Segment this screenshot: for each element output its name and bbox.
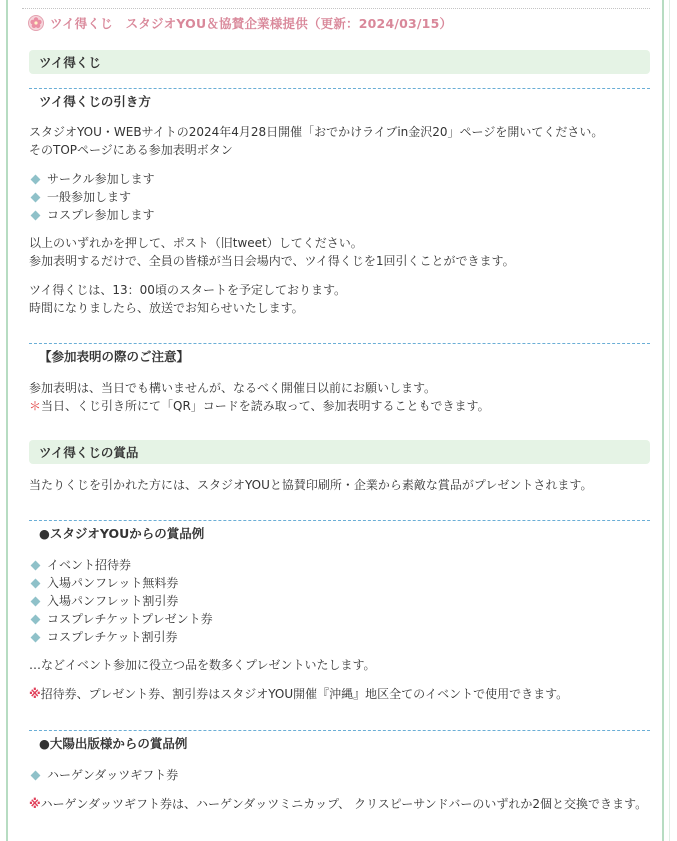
page-title [28, 14, 452, 32]
diamond-bullet-icon [31, 614, 41, 624]
after-line-2: 参加表明するだけで、全員の皆様が当日会場内で、ツイ得くじを1回引くことができます。 [29, 254, 515, 268]
after-line-1: 以上のいずれかを押して、ポスト（旧tweet）してください。 [29, 236, 363, 250]
time-line-2: 時間になりましたら、放送でお知らせいたします。 [29, 301, 304, 315]
top-divider [22, 8, 650, 9]
diamond-bullet-icon [31, 210, 41, 220]
list-item: ハーゲンダッツギフト券 [29, 766, 178, 784]
frame-edge [669, 0, 670, 841]
studio-you-note: ※招待券、プレゼント券、割引券はスタジオYOU開催『沖縄』地区全てのイベントで使用できます。 [29, 687, 569, 701]
diamond-bullet-icon [31, 560, 41, 570]
studio-you-after: …などイベント参加に役立つ品を数多くプレゼントいたします。 [29, 658, 376, 672]
section-header-tweet-lottery: ツイ得くじ [29, 50, 650, 74]
list-item: イベント招待券 [29, 556, 131, 574]
list-item: 入場パンフレット割引券 [29, 592, 178, 610]
diamond-bullet-icon [31, 632, 41, 642]
intro-line-1: スタジオYOU・WEBサイトの2024年4月28日開催「おでかけライブin金沢20」ページを開いてください。 [29, 125, 604, 139]
intro-line-2: そのTOPページにある参加表明ボタン [29, 143, 233, 157]
subhead-taiyo-prizes: ●大陽出版様からの賞品例 [29, 730, 650, 754]
prizes-intro: 当たりくじを引かれた方には、スタジオYOUと協賛印刷所・企業から素敵な賞品がプレゼントされます。 [29, 478, 593, 492]
note-mark: ※ [29, 687, 41, 701]
section-header-prizes: ツイ得くじの賞品 [29, 440, 650, 464]
page-title-text: ツイ得くじ スタジオYOU＆協賛企業様提供（更新：2024/03/15） [50, 16, 453, 31]
flower-icon [28, 15, 44, 31]
notice-line-1: 参加表明は、当日でも構いませんが、なるべく開催日以前にお願いします。 [29, 381, 437, 395]
taiyo-note: ※ハーゲンダッツギフト券は、ハーゲンダッツミニカップ、 クリスピーサンドバーのいずれか2個と交換できます。 [29, 797, 648, 811]
subhead-notice: 【参加表明の際のご注意】 [29, 343, 650, 367]
asterisk-mark: ＊ [29, 399, 42, 413]
list-item: 一般参加します [29, 188, 131, 206]
note-mark: ※ [29, 797, 41, 811]
diamond-bullet-icon [31, 770, 41, 780]
list-item: コスプレチケットプレゼント券 [29, 610, 213, 628]
list-item: コスプレ参加します [29, 206, 155, 224]
diamond-bullet-icon [31, 596, 41, 606]
subhead-studio-you-prizes: ●スタジオYOUからの賞品例 [29, 520, 650, 544]
diamond-bullet-icon [31, 578, 41, 588]
subhead-how-to-draw: ツイ得くじの引き方 [29, 88, 650, 112]
diamond-bullet-icon [31, 192, 41, 202]
list-item: 入場パンフレット無料券 [29, 574, 178, 592]
diamond-bullet-icon [31, 174, 41, 184]
time-line-1: ツイ得くじは、13：00頃のスタートを予定しております。 [29, 283, 346, 297]
notice-line-2: ＊当日、くじ引き所にて「QR」コードを読み取って、参加表明することもできます。 [29, 399, 490, 413]
list-item: コスプレチケット割引券 [29, 628, 177, 646]
list-item: サークル参加します [29, 170, 155, 188]
